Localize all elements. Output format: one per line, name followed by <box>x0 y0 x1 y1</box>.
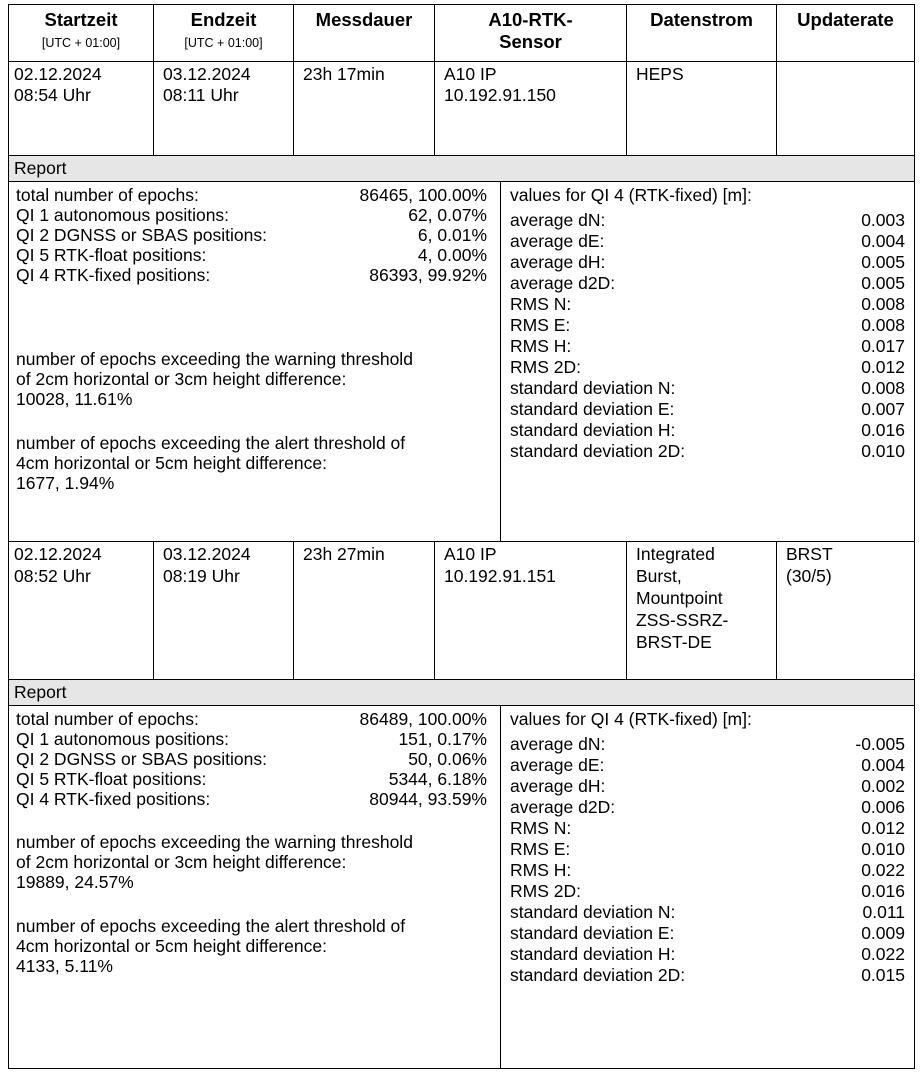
r2-total-value: 86489, 100.00% <box>359 709 487 729</box>
header-start-time: Startzeit <box>44 9 118 30</box>
r2-qi5-label: QI 5 RTK-float positions: <box>16 769 207 789</box>
r1-stat-label: RMS 2D: <box>510 357 581 377</box>
r1-stat-label: standard deviation N: <box>510 378 676 398</box>
r1-qi5-value: 4, 0.00% <box>417 245 487 265</box>
r2-stat-label: average dH: <box>510 776 606 796</box>
header-duration: Messdauer <box>315 9 413 30</box>
r2-qi1-label: QI 1 autonomous positions: <box>16 729 230 749</box>
grid-line <box>8 181 915 182</box>
row1-sensor-ip: 10.192.91.150 <box>444 85 556 105</box>
header-end-tz: [UTC + 01:00] <box>184 36 263 50</box>
grid-line <box>776 541 777 680</box>
row2-rate-line1: BRST <box>786 544 833 564</box>
r2-qi2-value: 50, 0.06% <box>408 749 487 769</box>
r1-stat-value: 0.016 <box>861 420 905 440</box>
r2-stat-value: -0.005 <box>855 734 905 754</box>
r2-qi5-value: 5344, 6.18% <box>388 769 487 789</box>
r1-stat-label: RMS E: <box>510 315 571 335</box>
r1-stat-value: 0.004 <box>861 231 905 251</box>
r1-stat-label: standard deviation 2D: <box>510 441 686 461</box>
grid-line <box>500 181 501 542</box>
r2-right-title: values for QI 4 (RTK-fixed) [m]: <box>510 709 752 729</box>
row2-start-clock: 08:52 Uhr <box>14 566 91 586</box>
row1-start-date: 02.12.2024 <box>14 64 102 84</box>
row2-end-date: 03.12.2024 <box>163 544 251 564</box>
r2-stat-label: standard deviation 2D: <box>510 965 686 985</box>
r2-stat-label: average d2D: <box>510 797 616 817</box>
r1-alert-line2: 4cm horizontal or 5cm height difference: <box>16 453 327 473</box>
r2-stat-value: 0.016 <box>861 881 905 901</box>
grid-line <box>434 541 435 680</box>
r1-qi2-label: QI 2 DGNSS or SBAS positions: <box>16 225 267 245</box>
grid-line <box>914 4 915 1069</box>
r1-stat-value: 0.007 <box>861 399 905 419</box>
r1-stat-label: RMS H: <box>510 336 572 356</box>
r2-stat-value: 0.006 <box>861 797 905 817</box>
r2-alert-value: 4133, 5.11% <box>16 956 113 976</box>
r1-qi1-value: 62, 0.07% <box>408 205 487 225</box>
r1-stat-value: 0.010 <box>861 441 905 461</box>
r1-stat-label: average dN: <box>510 210 606 230</box>
report-band-2 <box>8 679 915 705</box>
row2-end-clock: 08:19 Uhr <box>163 566 240 586</box>
r2-stat-label: RMS E: <box>510 839 571 859</box>
r2-stat-value: 0.002 <box>861 776 905 796</box>
row2-sensor: A10 IP <box>444 544 497 564</box>
r1-right-title: values for QI 4 (RTK-fixed) [m]: <box>510 185 752 205</box>
header-end-time: Endzeit <box>190 9 257 30</box>
header-start-tz: [UTC + 01:00] <box>41 36 121 50</box>
r1-qi4-label: QI 4 RTK-fixed positions: <box>16 265 211 285</box>
row2-stream-line5: BRST-DE <box>636 632 712 652</box>
r1-warn-line2: of 2cm horizontal or 3cm height difference: <box>16 369 347 389</box>
r2-stat-label: standard deviation N: <box>510 902 676 922</box>
row2-rate-line2: (30/5) <box>786 566 832 586</box>
report-band-1 <box>8 155 915 181</box>
r2-stat-value: 0.012 <box>861 818 905 838</box>
row1-end-clock: 08:11 Uhr <box>163 85 239 105</box>
header-rate: Updaterate <box>797 9 894 30</box>
row2-stream-line1: Integrated <box>636 544 715 564</box>
grid-line <box>8 541 915 542</box>
grid-line <box>8 705 915 706</box>
r2-alert-line2: 4cm horizontal or 5cm height difference: <box>16 936 327 956</box>
row2-start-date: 02.12.2024 <box>14 544 102 564</box>
grid-line <box>8 4 915 5</box>
row2-sensor-ip: 10.192.91.151 <box>444 566 556 586</box>
row1-end-date: 03.12.2024 <box>163 64 251 84</box>
r2-warn-value: 19889, 24.57% <box>16 872 134 892</box>
r1-stat-label: standard deviation E: <box>510 399 675 419</box>
r2-stat-label: RMS H: <box>510 860 572 880</box>
grid-line <box>8 61 915 62</box>
header-sensor: A10-RTK- <box>488 9 573 30</box>
r1-stat-label: standard deviation H: <box>510 420 676 440</box>
grid-line <box>8 4 9 1069</box>
row1-sensor: A10 IP <box>444 64 497 84</box>
r2-warn-line1: number of epochs exceeding the warning threshold <box>16 832 413 852</box>
row2-stream-line2: Burst, <box>636 566 682 586</box>
header-stream: Datenstrom <box>650 9 753 30</box>
r1-alert-value: 1677, 1.94% <box>16 473 115 493</box>
r2-stat-value: 0.022 <box>861 860 905 880</box>
row1-stream: HEPS <box>636 64 684 84</box>
r1-warn-line1: number of epochs exceeding the warning threshold <box>16 349 413 369</box>
r2-stat-value: 0.004 <box>861 755 905 775</box>
r1-total-value: 86465, 100.00% <box>359 185 487 205</box>
r1-stat-value: 0.008 <box>861 378 905 398</box>
row1-start-clock: 08:54 Uhr <box>14 85 91 105</box>
r2-stat-value: 0.009 <box>861 923 905 943</box>
row2-stream-line3: Mountpoint <box>636 588 723 608</box>
row1-duration: 23h 17min <box>303 64 385 84</box>
r2-qi4-value: 80944, 93.59% <box>369 789 487 809</box>
grid-line <box>8 155 915 156</box>
r2-qi2-label: QI 2 DGNSS or SBAS positions: <box>16 749 267 769</box>
r2-warn-line2: of 2cm horizontal or 3cm height difference: <box>16 852 347 872</box>
r2-stat-label: RMS N: <box>510 818 572 838</box>
grid-line <box>293 541 294 680</box>
r2-stat-value: 0.022 <box>861 944 905 964</box>
r2-stat-label: RMS 2D: <box>510 881 581 901</box>
r1-warn-value: 10028, 11.61% <box>16 389 133 409</box>
r2-stat-value: 0.015 <box>861 965 905 985</box>
r1-stat-label: average dE: <box>510 231 605 251</box>
r2-stat-label: standard deviation H: <box>510 944 676 964</box>
r1-stat-value: 0.008 <box>861 315 905 335</box>
row2-report-label: Report <box>14 682 67 702</box>
r2-qi1-value: 151, 0.17% <box>398 729 487 749</box>
r2-total-label: total number of epochs: <box>16 709 199 729</box>
r1-stat-label: average d2D: <box>510 273 616 293</box>
r1-stat-value: 0.017 <box>861 336 905 356</box>
row1-report-label: Report <box>14 158 67 178</box>
r1-stat-value: 0.003 <box>861 210 905 230</box>
r1-total-label: total number of epochs: <box>16 185 199 205</box>
r2-stat-value: 0.010 <box>861 839 905 859</box>
r1-qi1-label: QI 1 autonomous positions: <box>16 205 230 225</box>
r1-qi5-label: QI 5 RTK-float positions: <box>16 245 207 265</box>
r2-alert-line1: number of epochs exceeding the alert threshold of <box>16 916 406 936</box>
header-sensor-line2: Sensor <box>499 31 562 52</box>
r1-stat-value: 0.005 <box>861 273 905 293</box>
r1-stat-value: 0.005 <box>861 252 905 272</box>
grid-line <box>8 679 915 680</box>
r1-stat-value: 0.008 <box>861 294 905 314</box>
r1-stat-value: 0.012 <box>861 357 905 377</box>
r2-stat-label: standard deviation E: <box>510 923 675 943</box>
grid-line <box>153 541 154 680</box>
r1-stat-label: RMS N: <box>510 294 572 314</box>
row2-duration: 23h 27min <box>303 544 385 564</box>
r1-alert-line1: number of epochs exceeding the alert threshold of <box>16 433 406 453</box>
row2-stream-line4: ZSS-SSRZ- <box>636 610 729 630</box>
r2-stat-label: average dN: <box>510 734 606 754</box>
r2-stat-value: 0.011 <box>862 902 905 922</box>
r1-qi2-value: 6, 0.01% <box>417 225 487 245</box>
r1-qi4-value: 86393, 99.92% <box>369 265 487 285</box>
grid-line <box>8 1068 915 1069</box>
grid-line <box>626 541 627 680</box>
r2-qi4-label: QI 4 RTK-fixed positions: <box>16 789 211 809</box>
grid-line <box>500 705 501 1069</box>
r1-stat-label: average dH: <box>510 252 606 272</box>
r2-stat-label: average dE: <box>510 755 605 775</box>
